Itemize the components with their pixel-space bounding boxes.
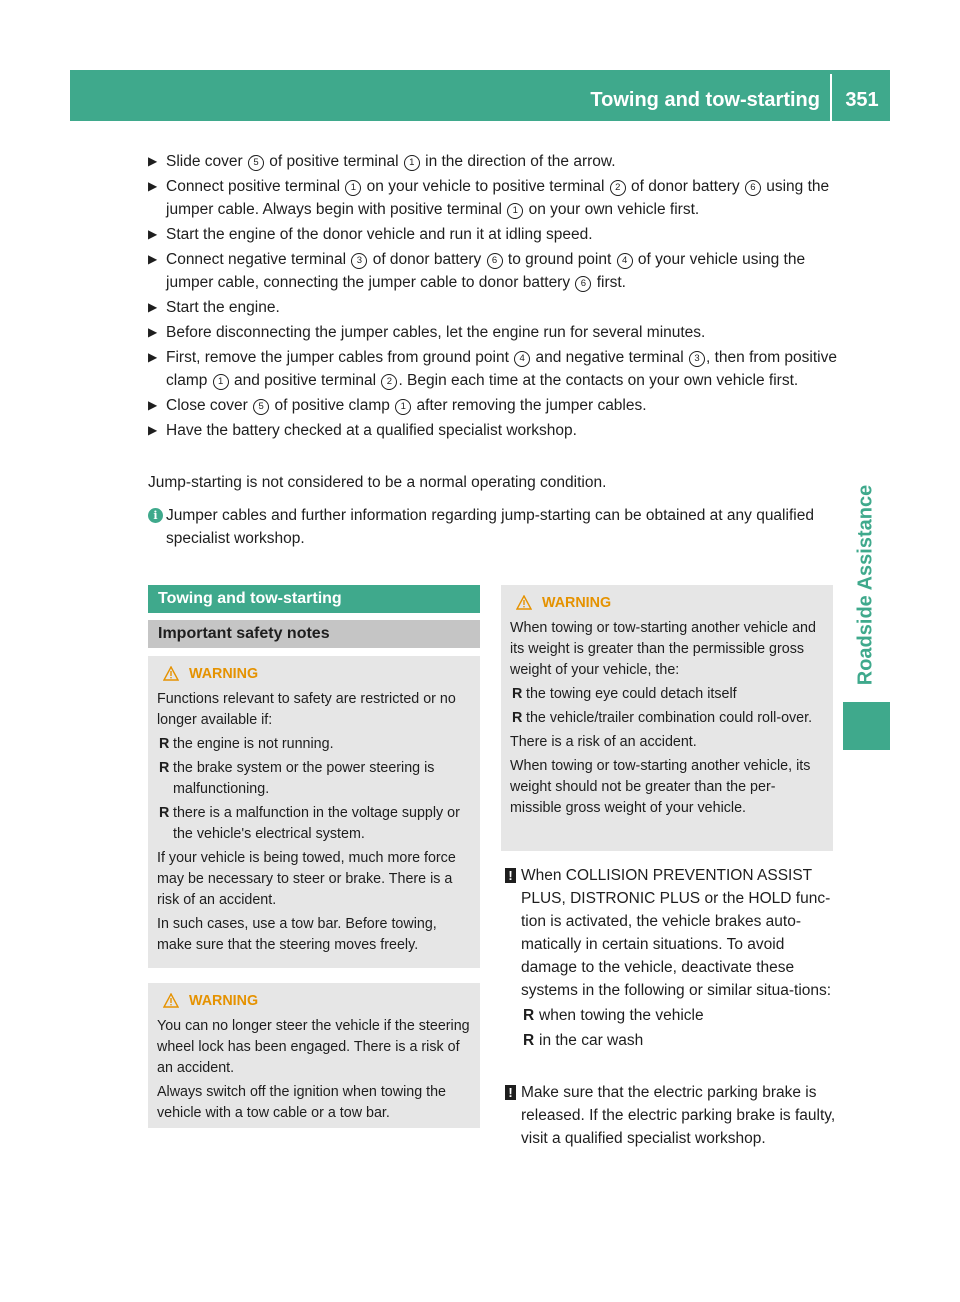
arrow-right-icon: ▶: [148, 179, 158, 193]
warning-paragraph: You can no longer steer the vehicle if the steering wheel lock has been engaged. There is a risk of an accident.: [157, 1018, 470, 1076]
caution-note-2: [505, 1081, 837, 1150]
step-item: [148, 296, 838, 319]
callout-number: 1: [345, 180, 361, 196]
r-bullet-icon: R: [159, 736, 170, 752]
header-divider: [830, 74, 832, 121]
callout-number: 3: [351, 253, 367, 269]
list-item: R in the car wash: [521, 1029, 837, 1052]
step-text: of positive clamp: [270, 397, 395, 414]
step-text: of donor battery: [626, 178, 744, 195]
r-bullet-icon: R: [159, 805, 170, 821]
step-text: . Begin each time at the contacts on your own vehicle first.: [398, 372, 799, 389]
step-text: Have the battery checked at a qualified specialist workshop.: [166, 422, 577, 439]
step-item: [148, 175, 838, 221]
callout-number: 1: [395, 399, 411, 415]
caution-note-1: [505, 864, 837, 1054]
callout-number: 5: [253, 399, 269, 415]
note-list: [521, 1004, 837, 1052]
callout-number: 2: [610, 180, 626, 196]
warning-intro: When towing or tow-starting another vehicle and its weight is greater than the permissible gross weight of your vehicle, the:: [510, 620, 816, 678]
step-item: [148, 150, 838, 173]
step-text: and negative terminal: [531, 349, 689, 366]
warning-header: [157, 664, 471, 686]
side-tab: [843, 420, 890, 750]
arrow-right-icon: ▶: [148, 227, 158, 241]
list-item: R the engine is not running.: [157, 734, 471, 755]
step-text: after removing the jumper cables.: [412, 397, 647, 414]
page-header: [70, 70, 890, 121]
exclamation-icon: !: [505, 868, 516, 883]
arrow-right-icon: ▶: [148, 350, 158, 364]
callout-number: 6: [575, 276, 591, 292]
r-bullet-icon: R: [523, 1007, 535, 1024]
page-number: 351: [845, 89, 879, 111]
note-text: When COLLISION PREVENTION ASSIST PLUS, DISTRONIC PLUS or the HOLD func-tion is activated, the vehicle brakes auto-matically in certain situations. To avoid damage to the vehicle, deactivate these systems in the following or similar situa-tions:: [521, 867, 832, 999]
callout-number: 6: [745, 180, 761, 196]
step-text: Start the engine.: [166, 299, 280, 316]
step-text: of your vehicle using the jumper cable, connecting the jumper cable to donor battery: [166, 251, 806, 291]
warning-box-3: [501, 585, 833, 851]
warning-header: [510, 593, 824, 615]
warning-box-1: [148, 656, 480, 968]
list-item: R there is a malfunction in the voltage supply or the vehicle's electrical system.: [159, 805, 460, 842]
step-text: of positive terminal: [264, 153, 403, 170]
warning-list: [157, 734, 471, 845]
warning-header: [157, 991, 471, 1013]
step-item: [148, 223, 838, 246]
warning-triangle-icon: [163, 993, 179, 1008]
callout-number: 1: [404, 155, 420, 171]
header-title: Towing and tow-starting: [590, 89, 820, 111]
warning-title: WARNING: [189, 993, 259, 1009]
r-bullet-icon: R: [512, 686, 523, 702]
step-text: on your own vehicle first.: [524, 201, 700, 218]
info-icon: i: [148, 508, 163, 523]
step-item: [148, 419, 838, 442]
step-text: Before disconnecting the jumper cables, let the engine run for several minutes.: [166, 324, 706, 341]
callout-number: 6: [487, 253, 503, 269]
arrow-right-icon: ▶: [148, 252, 158, 266]
step-item: [148, 394, 838, 417]
step-text: Connect positive terminal: [166, 178, 345, 195]
exclamation-icon: !: [505, 1085, 516, 1100]
list-item: R the brake system or the power steering is malfunctioning.: [159, 760, 435, 797]
arrow-right-icon: ▶: [148, 398, 158, 412]
callout-number: 2: [381, 374, 397, 390]
step-text: Slide cover: [166, 153, 247, 170]
callout-number: 4: [514, 351, 530, 367]
step-text: Close cover: [166, 397, 253, 414]
callout-number: 5: [248, 155, 264, 171]
callout-number: 3: [689, 351, 705, 367]
arrow-right-icon: ▶: [148, 423, 158, 437]
arrow-right-icon: ▶: [148, 325, 158, 339]
warning-paragraph: When towing or tow-starting another vehicle, its weight should not be greater than the per-missible gross weight of your vehicle.: [510, 758, 811, 816]
note-text: Make sure that the electric parking brake is released. If the electric parking brake is faulty, visit a qualified specialist workshop.: [521, 1084, 836, 1147]
info-note: [148, 504, 856, 550]
callout-number: 4: [617, 253, 633, 269]
callout-number: 1: [507, 203, 523, 219]
warning-paragraph: Always switch off the ignition when towing the vehicle with a tow cable or a tow bar.: [157, 1084, 447, 1121]
warning-title: WARNING: [189, 666, 259, 682]
arrow-right-icon: ▶: [148, 154, 158, 168]
step-text: , then from positive clamp: [166, 349, 837, 389]
warning-box-2: [148, 983, 480, 1128]
step-text: of donor battery: [368, 251, 486, 268]
step-text: Connect negative terminal: [166, 251, 351, 268]
step-item: [148, 346, 838, 392]
step-text: Start the engine of the donor vehicle and run it at idling speed.: [166, 226, 593, 243]
warning-triangle-icon: [163, 666, 179, 681]
warning-intro: Functions relevant to safety are restricted or no longer available if:: [157, 691, 456, 728]
step-item: [148, 248, 838, 294]
step-text: First, remove the jumper cables from ground point: [166, 349, 514, 366]
warning-paragraph: There is a risk of an accident.: [510, 734, 697, 750]
r-bullet-icon: R: [512, 710, 523, 726]
step-text: and positive terminal: [229, 372, 381, 389]
section-title: Towing and tow-starting: [148, 585, 480, 613]
jump-start-steps: [148, 150, 838, 444]
warning-title: WARNING: [542, 595, 612, 611]
r-bullet-icon: R: [159, 760, 170, 776]
step-text: first.: [592, 274, 626, 291]
r-bullet-icon: R: [523, 1032, 535, 1049]
warning-list: [510, 684, 824, 729]
step-text: on your vehicle to positive terminal: [362, 178, 609, 195]
step-text: using the jumper cable. Always begin with positive terminal: [166, 178, 830, 218]
list-item: R when towing the vehicle: [521, 1004, 837, 1027]
body-text: Jump-starting is not considered to be a normal operating condition.: [148, 474, 607, 491]
warning-triangle-icon: [516, 595, 532, 610]
callout-number: 1: [213, 374, 229, 390]
subsection-title: Important safety notes: [148, 620, 480, 648]
warning-paragraph: If your vehicle is being towed, much more force may be necessary to steer or brake. There is a risk of an accident.: [157, 850, 456, 908]
warning-paragraph: In such cases, use a tow bar. Before towing, make sure that the steering moves freely.: [157, 916, 437, 953]
list-item: R the towing eye could detach itself: [510, 684, 824, 705]
step-text: to ground point: [503, 251, 616, 268]
side-tab-label: Roadside Assistance: [854, 484, 877, 686]
step-item: [148, 321, 838, 344]
arrow-right-icon: ▶: [148, 300, 158, 314]
list-item: R the vehicle/trailer combination could roll-over.: [510, 708, 824, 729]
step-text: in the direction of the arrow.: [420, 153, 616, 170]
info-note-text: Jumper cables and further information regarding jump-starting can be obtained at any qualified specialist workshop.: [166, 507, 814, 547]
side-tab-marker: [843, 702, 890, 750]
